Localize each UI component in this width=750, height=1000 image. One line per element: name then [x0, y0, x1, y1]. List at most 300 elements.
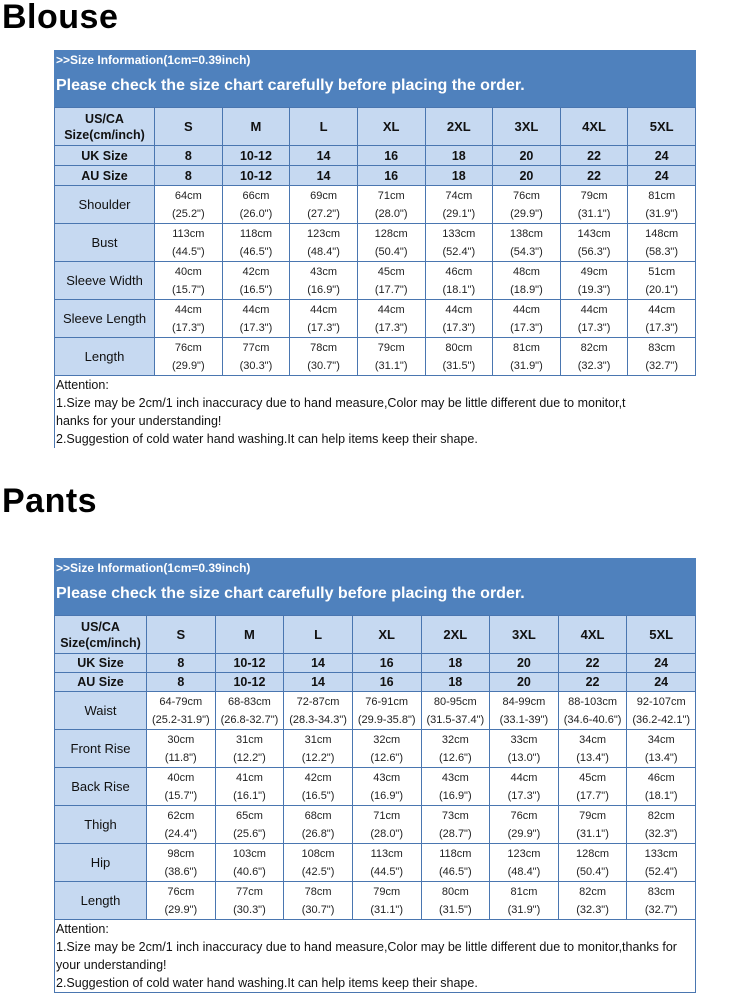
cm-value: 79cm: [580, 189, 608, 202]
measurement-cell: [490, 692, 559, 730]
measurement-row: [55, 730, 696, 768]
measurement-cell: [215, 806, 284, 844]
measurement-cell: [284, 806, 353, 844]
uk-size-cell: 14: [284, 654, 353, 673]
inch-value: (25.2-31.9"): [151, 713, 210, 726]
inch-value: (16.9"): [307, 283, 340, 296]
cm-value: 34cm: [579, 733, 607, 746]
uk-size-label: UK Size: [55, 146, 155, 166]
cm-value: 81cm: [648, 189, 676, 202]
cm-value: 98cm: [167, 847, 195, 860]
inch-value: (58.3"): [645, 245, 678, 258]
measurement-cell: [352, 844, 421, 882]
measurement-cell: [628, 186, 696, 224]
cm-value: 118cm: [239, 227, 273, 240]
measurement-row: [55, 224, 696, 262]
measurement-cell: [421, 730, 490, 768]
cm-value: 118cm: [439, 847, 472, 860]
au-size-label: AU Size: [55, 673, 147, 692]
inch-value: (44.5"): [370, 865, 403, 878]
size-header-cell: L: [290, 108, 358, 146]
cm-value: 44cm: [580, 303, 608, 316]
cm-value: 31cm: [304, 733, 332, 746]
measurement-cell: [493, 300, 561, 338]
inch-value: (30.3"): [233, 903, 266, 916]
au-size-cell: 16: [352, 673, 421, 692]
cm-value: 43cm: [441, 771, 469, 784]
measurement-cell: [493, 338, 561, 376]
cm-value: 123cm: [507, 847, 541, 860]
measurement-cell: [352, 692, 421, 730]
measurement-cell: [352, 768, 421, 806]
size-header-cell: XL: [352, 616, 421, 654]
uk-size-cell: 18: [421, 654, 490, 673]
pants-info-line: >>Size Information(1cm=0.39inch): [56, 561, 251, 575]
notes-line: 2.Suggestion of cold water hand washing.It can help items keep their shape.: [56, 976, 478, 990]
size-header-cell: S: [147, 616, 216, 654]
cm-value: 92-107cm: [636, 695, 686, 708]
inch-value: (29.9"): [171, 359, 205, 372]
cm-value: 71cm: [377, 189, 405, 202]
inch-value: (13.4"): [576, 751, 609, 764]
measurement-cell: [147, 806, 216, 844]
blouse-size-table: [54, 107, 696, 376]
cm-value: 68-83cm: [228, 695, 271, 708]
inch-value: (17.3"): [442, 321, 476, 334]
measurement-cell: [425, 338, 493, 376]
cm-value: 45cm: [377, 265, 405, 278]
cm-value: 138cm: [509, 227, 543, 240]
size-header-cell: 5XL: [628, 108, 696, 146]
measurement-row: [55, 806, 696, 844]
measurement-cell: [421, 882, 490, 920]
measurement-cell: [490, 882, 559, 920]
inch-value: (16.9"): [370, 789, 403, 802]
measurement-row: [55, 262, 696, 300]
measurement-cell: [147, 692, 216, 730]
cm-value: 83cm: [648, 341, 676, 354]
inch-value: (16.1"): [233, 789, 266, 802]
cm-value: 49cm: [580, 265, 608, 278]
inch-value: (28.0"): [374, 207, 408, 220]
uk-size-cell: 20: [493, 146, 561, 166]
measurement-label: Waist: [55, 692, 147, 730]
au-size-cell: 14: [290, 166, 358, 186]
inch-value: (30.3"): [239, 359, 273, 372]
cm-value: 80cm: [445, 341, 473, 354]
cm-value: 33cm: [510, 733, 538, 746]
cm-value: 30cm: [167, 733, 195, 746]
notes-line: 1.Size may be 2cm/1 inch inaccuracy due to hand measure,Color may be little different due to monitor,thanks for: [56, 940, 677, 954]
inch-value: (16.5"): [301, 789, 335, 802]
pants-uk-row: [55, 654, 696, 673]
inch-value: (25.6"): [233, 827, 266, 840]
cm-value: 83cm: [647, 885, 675, 898]
inch-value: (31.1"): [576, 827, 609, 840]
cm-value: 64cm: [174, 189, 202, 202]
cm-value: 113cm: [370, 847, 403, 860]
inch-value: (24.4"): [164, 827, 198, 840]
measurement-cell: [490, 806, 559, 844]
cm-value: 40cm: [167, 771, 195, 784]
au-size-cell: 24: [628, 166, 696, 186]
cm-value: 46cm: [445, 265, 473, 278]
cm-value: 43cm: [373, 771, 401, 784]
size-header-cell: L: [284, 616, 353, 654]
measurement-cell: [155, 224, 223, 262]
cm-value: 32cm: [441, 733, 469, 746]
measurement-cell: [627, 730, 696, 768]
cm-value: 80cm: [441, 885, 469, 898]
cm-value: 64-79cm: [159, 695, 203, 708]
au-size-cell: 20: [490, 673, 559, 692]
inch-value: (31.9"): [507, 903, 541, 916]
cm-value: 43cm: [310, 265, 338, 278]
cm-value: 41cm: [235, 771, 263, 784]
measurement-cell: [425, 186, 493, 224]
measurement-cell: [222, 224, 290, 262]
cm-value: 65cm: [235, 809, 263, 822]
notes-attention: Attention:: [56, 922, 109, 936]
size-header-cell: 4XL: [558, 616, 627, 654]
size-header-cell: XL: [357, 108, 425, 146]
cm-value: 45cm: [579, 771, 607, 784]
measurement-cell: [558, 882, 627, 920]
measurement-cell: [222, 300, 290, 338]
cm-value: 69cm: [310, 189, 338, 202]
measurement-cell: [628, 300, 696, 338]
inch-value: (30.7"): [307, 359, 340, 372]
inch-value: (12.2"): [301, 751, 335, 764]
cm-value: 44cm: [174, 303, 202, 316]
au-size-cell: 18: [425, 166, 493, 186]
measurement-cell: [215, 882, 284, 920]
size-header-cell: 2XL: [425, 108, 493, 146]
measurement-cell: [215, 844, 284, 882]
au-size-cell: 10-12: [222, 166, 290, 186]
inch-value: (50.4"): [374, 245, 408, 258]
measurement-cell: [627, 806, 696, 844]
cm-value: 133cm: [442, 227, 476, 240]
cm-value: 40cm: [174, 265, 202, 278]
cm-value: 79cm: [377, 341, 405, 354]
inch-value: (16.5"): [239, 283, 273, 296]
au-size-cell: 20: [493, 166, 561, 186]
blouse-check-line: Please check the size chart carefully before placing the order.: [56, 77, 525, 94]
cm-value: 34cm: [647, 733, 675, 746]
pants-size-table: [54, 615, 696, 920]
inch-value: (17.3"): [239, 321, 273, 334]
inch-value: (17.3"): [645, 321, 678, 334]
inch-value: (32.7"): [644, 903, 678, 916]
inch-value: (31.1"): [577, 207, 611, 220]
inch-value: (12.2"): [233, 751, 266, 764]
uk-size-cell: 24: [627, 654, 696, 673]
cm-value: 81cm: [512, 341, 540, 354]
blouse-chart-header: [54, 50, 696, 107]
cm-value: 76cm: [512, 189, 540, 202]
measurement-cell: [627, 768, 696, 806]
blouse-au-row: [55, 166, 696, 186]
inch-value: (15.7"): [171, 283, 205, 296]
measurement-cell: [560, 262, 628, 300]
cm-value: 81cm: [510, 885, 538, 898]
inch-value: (52.4"): [644, 865, 678, 878]
size-label-cell: [55, 108, 155, 146]
measurement-row: [55, 882, 696, 920]
notes-line: hanks for your understanding!: [56, 414, 222, 428]
measurement-label: Thigh: [55, 806, 147, 844]
inch-value: (31.9"): [510, 359, 543, 372]
inch-value: (16.9"): [438, 789, 472, 802]
cm-value: 44cm: [377, 303, 405, 316]
measurement-cell: [627, 692, 696, 730]
inch-value: (46.5"): [438, 865, 472, 878]
cm-value: 76cm: [510, 809, 538, 822]
measurement-cell: [628, 338, 696, 376]
measurement-row: [55, 844, 696, 882]
inch-value: (32.3"): [577, 359, 611, 372]
inch-value: (44.5"): [171, 245, 205, 258]
measurement-cell: [147, 882, 216, 920]
inch-value: (19.3"): [577, 283, 611, 296]
measurement-cell: [147, 730, 216, 768]
measurement-cell: [490, 768, 559, 806]
inch-value: (28.7"): [438, 827, 472, 840]
uk-size-cell: 16: [357, 146, 425, 166]
measurement-cell: [284, 730, 353, 768]
size-header-cell: 2XL: [421, 616, 490, 654]
au-size-cell: 22: [560, 166, 628, 186]
uk-size-cell: 8: [147, 654, 216, 673]
inch-value: (12.6"): [370, 751, 403, 764]
measurement-label: Sleeve Length: [55, 300, 155, 338]
measurement-cell: [357, 262, 425, 300]
pants-title: Pants: [2, 482, 98, 520]
inch-value: (48.4"): [307, 245, 340, 258]
inch-value: (31.5"): [438, 903, 472, 916]
measurement-cell: [558, 806, 627, 844]
inch-value: (13.4"): [644, 751, 678, 764]
measurement-cell: [155, 300, 223, 338]
measurement-cell: [284, 882, 353, 920]
inch-value: (36.2-42.1"): [632, 713, 691, 726]
cm-value: 80-95cm: [433, 695, 477, 708]
cm-value: 44cm: [648, 303, 676, 316]
inch-value: (30.7"): [301, 903, 335, 916]
measurement-cell: [425, 262, 493, 300]
pants-au-row: [55, 673, 696, 692]
cm-value: 48cm: [512, 265, 540, 278]
au-size-cell: 24: [627, 673, 696, 692]
uk-size-cell: 14: [290, 146, 358, 166]
measurement-cell: [421, 806, 490, 844]
au-size-label: AU Size: [55, 166, 155, 186]
inch-value: (17.7"): [576, 789, 609, 802]
inch-value: (33.1-39"): [499, 713, 549, 726]
pants-size-chart: [54, 558, 696, 993]
inch-value: (26.8-32.7"): [220, 713, 279, 726]
measurement-cell: [215, 768, 284, 806]
inch-value: (46.5"): [239, 245, 273, 258]
cm-value: 133cm: [644, 847, 678, 860]
cm-value: 71cm: [373, 809, 401, 822]
measurement-cell: [284, 692, 353, 730]
inch-value: (28.0"): [370, 827, 403, 840]
inch-value: (28.3-34.3"): [289, 713, 347, 726]
measurement-cell: [357, 300, 425, 338]
measurement-label: Back Rise: [55, 768, 147, 806]
pants-check-line: Please check the size chart carefully before placing the order.: [56, 585, 525, 602]
cm-value: 79cm: [373, 885, 401, 898]
cm-value: 44cm: [510, 771, 538, 784]
inch-value: (31.1"): [374, 359, 408, 372]
size-label-cell: [55, 616, 147, 654]
uk-size-cell: 18: [425, 146, 493, 166]
uk-size-cell: 10-12: [222, 146, 290, 166]
cm-value: 44cm: [512, 303, 540, 316]
cm-value: 77cm: [235, 885, 263, 898]
measurement-cell: [560, 338, 628, 376]
measurement-cell: [560, 224, 628, 262]
notes-line: your understanding!: [56, 958, 167, 972]
cm-value: 128cm: [374, 227, 408, 240]
size-label-line2: Size(cm/inch): [64, 127, 145, 142]
measurement-cell: [222, 338, 290, 376]
measurement-row: [55, 692, 696, 730]
uk-size-label: UK Size: [55, 654, 147, 673]
cm-value: 108cm: [301, 847, 335, 860]
inch-value: (13.0"): [507, 751, 541, 764]
measurement-cell: [147, 844, 216, 882]
cm-value: 72-87cm: [296, 695, 340, 708]
pants-notes: [54, 920, 696, 993]
measurement-cell: [627, 844, 696, 882]
inch-value: (20.1"): [645, 283, 678, 296]
measurement-cell: [155, 338, 223, 376]
inch-value: (34.6-40.6"): [563, 713, 622, 726]
cm-value: 82cm: [580, 341, 608, 354]
measurement-cell: [493, 186, 561, 224]
uk-size-cell: 22: [558, 654, 627, 673]
measurement-cell: [357, 338, 425, 376]
cm-value: 44cm: [310, 303, 338, 316]
measurement-cell: [290, 186, 358, 224]
measurement-cell: [284, 844, 353, 882]
size-header-cell: 3XL: [493, 108, 561, 146]
cm-value: 62cm: [167, 809, 195, 822]
cm-value: 76cm: [174, 341, 202, 354]
cm-value: 31cm: [235, 733, 263, 746]
measurement-cell: [490, 730, 559, 768]
inch-value: (29.9"): [507, 827, 541, 840]
uk-size-cell: 8: [155, 146, 223, 166]
cm-value: 42cm: [304, 771, 332, 784]
measurement-cell: [627, 882, 696, 920]
measurement-cell: [290, 300, 358, 338]
measurement-cell: [558, 844, 627, 882]
size-header-cell: M: [222, 108, 290, 146]
measurement-cell: [493, 224, 561, 262]
size-label-line1: US/CA: [81, 619, 120, 634]
measurement-cell: [222, 262, 290, 300]
inch-value: (48.4"): [507, 865, 541, 878]
measurement-label: Shoulder: [55, 186, 155, 224]
size-header-cell: M: [215, 616, 284, 654]
cm-value: 77cm: [242, 341, 270, 354]
cm-value: 73cm: [441, 809, 469, 822]
measurement-cell: [357, 224, 425, 262]
measurement-cell: [628, 262, 696, 300]
inch-value: (54.3"): [510, 245, 543, 258]
measurement-cell: [421, 768, 490, 806]
size-header-cell: 3XL: [490, 616, 559, 654]
inch-value: (31.1"): [370, 903, 403, 916]
notes-line: 1.Size may be 2cm/1 inch inaccuracy due to hand measure,Color may be little different due to monitor,t: [56, 396, 626, 410]
cm-value: 148cm: [645, 227, 679, 240]
inch-value: (26.8"): [301, 827, 335, 840]
cm-value: 44cm: [445, 303, 473, 316]
inch-value: (29.1"): [442, 207, 476, 220]
measurement-cell: [560, 300, 628, 338]
au-size-cell: 8: [147, 673, 216, 692]
inch-value: (32.3"): [576, 903, 609, 916]
inch-value: (31.5"): [442, 359, 476, 372]
inch-value: (17.3"): [374, 321, 408, 334]
size-label-line2: Size(cm/inch): [60, 635, 141, 650]
blouse-size-chart: [54, 50, 696, 448]
measurement-cell: [290, 224, 358, 262]
cm-value: 78cm: [304, 885, 332, 898]
measurement-cell: [357, 186, 425, 224]
measurement-label: Sleeve Width: [55, 262, 155, 300]
measurement-cell: [155, 262, 223, 300]
inch-value: (18.1"): [442, 283, 476, 296]
measurement-cell: [155, 186, 223, 224]
cm-value: 82cm: [579, 885, 607, 898]
cm-value: 66cm: [242, 189, 270, 202]
measurement-label: Bust: [55, 224, 155, 262]
inch-value: (18.9"): [510, 283, 543, 296]
inch-value: (50.4"): [576, 865, 609, 878]
au-size-cell: 22: [558, 673, 627, 692]
uk-size-cell: 22: [560, 146, 628, 166]
blouse-info-line: >>Size Information(1cm=0.39inch): [56, 53, 251, 67]
cm-value: 32cm: [373, 733, 401, 746]
cm-value: 82cm: [647, 809, 675, 822]
cm-value: 103cm: [232, 847, 266, 860]
measurement-cell: [290, 338, 358, 376]
cm-value: 51cm: [648, 265, 676, 278]
measurement-row: [55, 768, 696, 806]
measurement-cell: [558, 730, 627, 768]
inch-value: (15.7"): [164, 789, 198, 802]
cm-value: 123cm: [307, 227, 341, 240]
inch-value: (56.3"): [577, 245, 611, 258]
inch-value: (32.3"): [644, 827, 678, 840]
size-header-cell: 4XL: [560, 108, 628, 146]
measurement-label: Length: [55, 882, 147, 920]
measurement-cell: [352, 882, 421, 920]
measurement-cell: [222, 186, 290, 224]
au-size-cell: 18: [421, 673, 490, 692]
inch-value: (17.3"): [307, 321, 340, 334]
cm-value: 44cm: [242, 303, 270, 316]
measurement-cell: [421, 844, 490, 882]
measurement-cell: [290, 262, 358, 300]
notes-line: 2.Suggestion of cold water hand washing.It can help items keep their shape.: [56, 432, 478, 446]
measurement-cell: [352, 730, 421, 768]
